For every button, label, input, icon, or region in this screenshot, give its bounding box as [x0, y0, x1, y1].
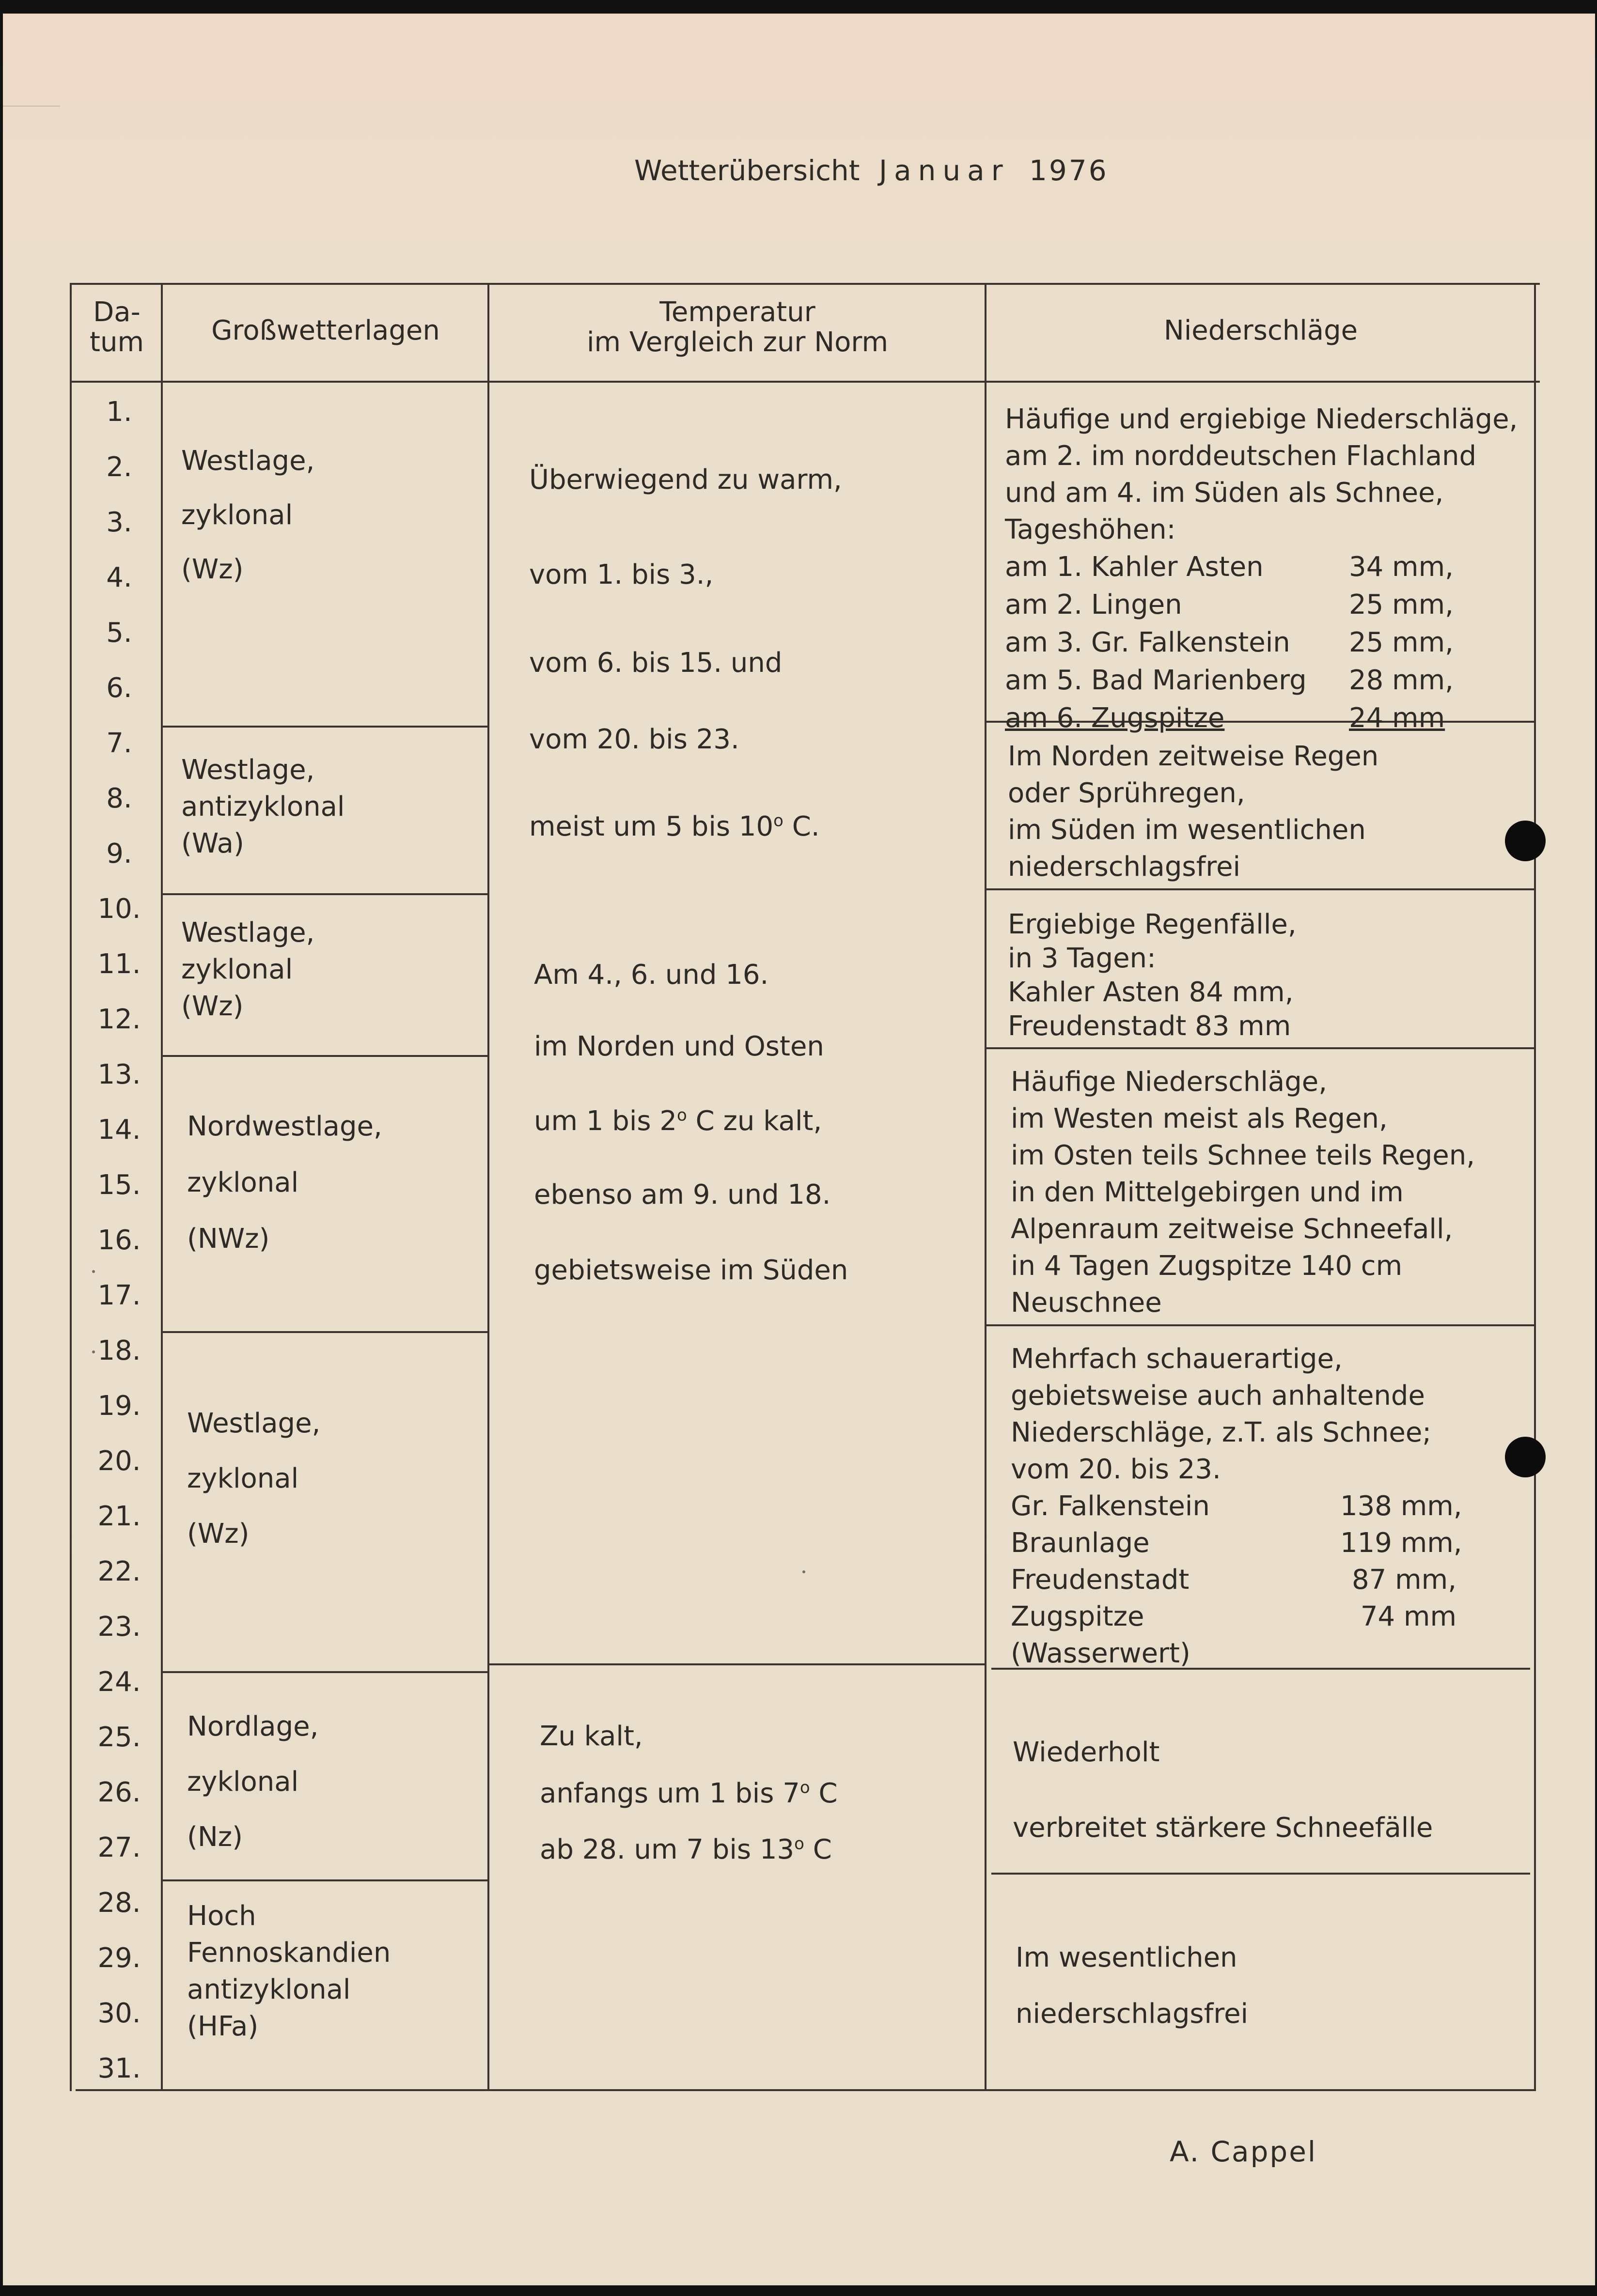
day-number: 31. [97, 2053, 141, 2084]
day-number: 30. [97, 1998, 141, 2029]
day-number: 1. [106, 396, 132, 428]
day-number: 2. [106, 451, 132, 483]
signature: A. Cappel [1170, 2135, 1317, 2168]
temperature-text: ebenso am 9. und 18. [534, 1179, 831, 1210]
precip-block-3: Ergiebige Regenfälle, in 3 Tagen: Kahler Asten 84 mm, Freudenstadt 83 mm [1008, 909, 1297, 1042]
day-number: 3. [106, 507, 132, 538]
temperature-text: vom 6. bis 15. und [529, 647, 783, 679]
precip-block-6: Wiederholt verbreitet stärkere Schneefälle [1013, 1737, 1433, 1844]
temperature-text: um 1 bis 2$^o$ C zu kalt, [534, 1105, 822, 1137]
day-number: 9. [106, 838, 132, 869]
day-number: 12. [97, 1004, 141, 1035]
punch-hole [1505, 1437, 1546, 1477]
temperature-text: vom 20. bis 23. [529, 724, 739, 755]
precip-block-1: Häufige und ergiebige Niederschläge, am 2. im norddeutschen Flachland und am 4. im Süden als Schnee, Tageshöhen: am 1. Kahler Asten am 2. Lingen am 3. Gr. Falkenstein am 5. Bad Marienberg am 6. Zugspitze [1005, 403, 1518, 734]
temperature-text: meist um 5 bis 10$^o$ C. [529, 811, 820, 842]
weather-type-cell: Nordlage, zyklonal (Nz) [187, 1711, 319, 1853]
precip-divider [986, 1047, 1535, 1049]
temp-divider [489, 1663, 986, 1665]
document-page [3, 14, 1595, 2285]
gw-divider [163, 1055, 488, 1057]
temperature-text: vom 1. bis 3., [529, 559, 714, 590]
day-number: 21. [97, 1501, 141, 1532]
day-number: 17. [97, 1280, 141, 1311]
header-datum: Da- tum [90, 296, 144, 358]
day-number: 22. [97, 1556, 141, 1587]
day-number: 23. [97, 1611, 141, 1643]
precip-divider [991, 1873, 1530, 1875]
gw-divider [163, 1879, 488, 1881]
day-number: 11. [97, 948, 141, 980]
temperature-text: ab 28. um 7 bis 13$^o$ C [540, 1834, 832, 1865]
gw-divider [163, 893, 488, 895]
gw-divider [163, 1671, 488, 1673]
precip-block-5: Mehrfach schauerartige, gebietsweise auch anhaltende Niederschläge, z.T. als Schnee; vom 20. bis 23. Gr. Falkenstein Braunlage Freudenstadt Zugspitze (Wasserwert) [1011, 1343, 1432, 1669]
day-number: 24. [97, 1666, 141, 1698]
weather-type-cell: Nordwestlage, zyklonal (NWz) [187, 1111, 382, 1255]
day-number: 28. [97, 1887, 141, 1919]
day-number: 13. [97, 1059, 141, 1090]
punch-hole [1505, 821, 1546, 861]
col-divider-2 [487, 283, 489, 2091]
day-number: 26. [97, 1777, 141, 1808]
precip-amounts-1: 34 mm, 25 mm, 25 mm, 28 mm, 24 mm [1349, 551, 1454, 734]
table-bottom-border [76, 2089, 1536, 2091]
table-top-border [70, 283, 1540, 285]
gw-divider [163, 726, 488, 728]
day-number: 18. [97, 1335, 141, 1366]
paper-speck [92, 1270, 95, 1273]
day-number: 5. [106, 617, 132, 649]
edge-mark [3, 106, 60, 107]
paper-speck [802, 1570, 805, 1573]
header-niederschlaege: Niederschläge [1163, 315, 1358, 346]
temperature-text: Zu kalt, [540, 1721, 643, 1752]
gw-divider [163, 1331, 488, 1333]
temperature-text: Überwiegend zu warm, [529, 464, 842, 496]
day-number: 14. [97, 1114, 141, 1146]
day-number: 19. [97, 1390, 141, 1422]
header-grosswetterlagen: Großwetterlagen [211, 315, 440, 346]
precip-divider [986, 1324, 1535, 1326]
title-text: Wetterübersicht [634, 154, 860, 187]
day-number: 25. [97, 1722, 141, 1753]
temperature-text: Am 4., 6. und 16. [534, 959, 769, 991]
table-right-border [1534, 283, 1536, 2091]
precip-block-4: Häufige Niederschläge, im Westen meist als Regen, im Osten teils Schnee teils Regen, in den Mittelgebirgen und im Alpenraum zeitweise Schneefall, in 4 Tagen Zugspitze 140 cm Neuschnee [1011, 1066, 1475, 1319]
day-number: 10. [97, 893, 141, 925]
precip-block-7: Im wesentlichen niederschlagsfrei [1016, 1942, 1249, 2030]
temperature-text: gebietsweise im Süden [534, 1255, 848, 1286]
day-number: 20. [97, 1445, 141, 1477]
day-number: 6. [106, 672, 132, 704]
temperature-text: anfangs um 1 bis 7$^o$ C [540, 1778, 838, 1809]
col-divider-3 [985, 283, 986, 2091]
weather-type-cell: Hoch Fennoskandien antizyklonal (HFa) [187, 1900, 391, 2042]
weather-type-cell: Westlage, antizyklonal (Wa) [181, 754, 345, 859]
day-number: 27. [97, 1832, 141, 1863]
title-month: Januar [879, 154, 1010, 187]
day-number: 8. [106, 783, 132, 814]
paper-speck [92, 1350, 95, 1353]
header-temperatur: Temperatur im Vergleich zur Norm [586, 296, 888, 358]
weather-type-cell: Westlage, zyklonal (Wz) [187, 1408, 321, 1550]
precip-block-2: Im Norden zeitweise Regen oder Sprühregen, im Süden im wesentlichen niederschlagsfrei [1008, 741, 1379, 883]
day-number: 4. [106, 562, 132, 593]
header-divider [70, 381, 1540, 383]
temperature-text: im Norden und Osten [534, 1031, 824, 1062]
precip-divider [986, 888, 1535, 890]
day-number: 16. [97, 1225, 141, 1256]
day-number: 15. [97, 1169, 141, 1201]
day-number: 7. [106, 728, 132, 759]
weather-type-cell: Westlage, zyklonal (Wz) [181, 917, 315, 1022]
weather-type-cell: Westlage, zyklonal (Wz) [181, 445, 315, 585]
day-number: 29. [97, 1942, 141, 1974]
precip-amounts-5: 138 mm, 119 mm, 87 mm, 74 mm [1340, 1490, 1462, 1632]
title-year: 1976 [1029, 154, 1109, 187]
